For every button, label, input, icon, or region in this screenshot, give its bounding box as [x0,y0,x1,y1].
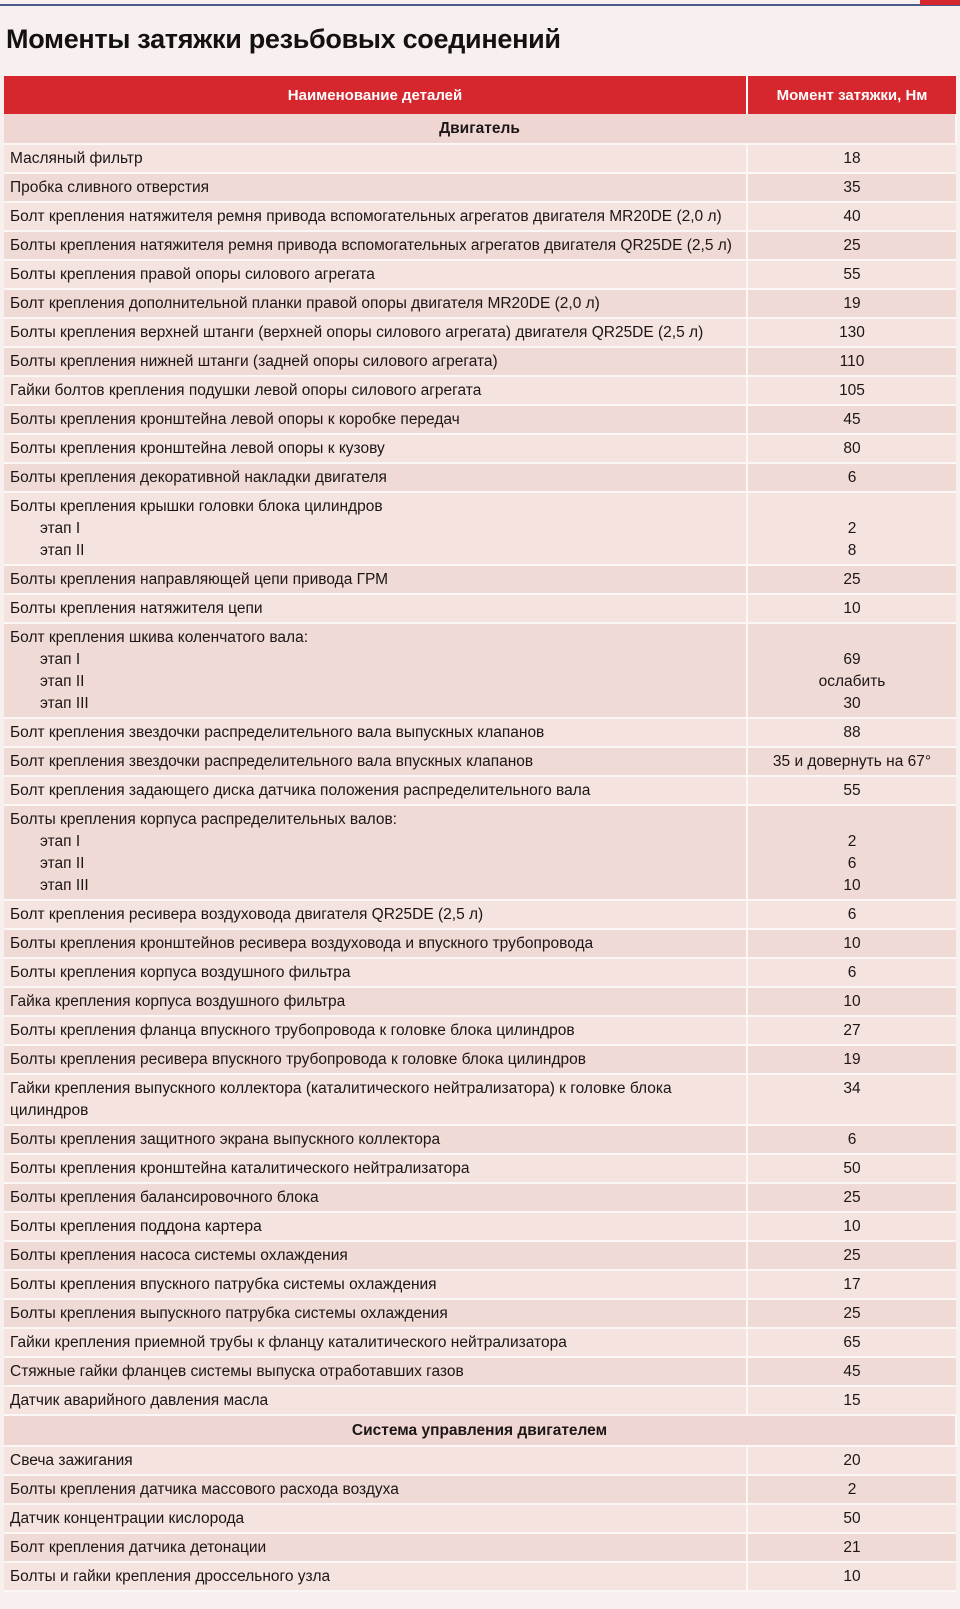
stage-label: этап II [40,673,85,690]
torque-value-cell [747,805,956,900]
part-name-cell: Гайки болтов крепления подушки левой опоры силового агрегата [4,376,747,405]
part-name: Болт крепления шкива коленчатого вала: [10,629,309,646]
torque-value-cell: 10 [747,929,956,958]
part-name: Болты крепления корпуса распределительных валов: [10,811,397,828]
torque-value-cell: 20 [747,1446,956,1475]
part-name-cell: Болты крепления поддона картера [4,1212,747,1241]
value-spacer [754,809,950,831]
table-row [4,1386,956,1415]
part-name-cell [4,623,747,718]
part-name-cell: Болты крепления кронштейнов ресивера воздуховода и впускного трубопровода [4,929,747,958]
torque-value-cell: 15 [747,1386,956,1415]
part-name-cell: Болты крепления балансировочного блока [4,1183,747,1212]
table-row [4,718,956,747]
part-name-cell: Болты крепления декоративной накладки двигателя [4,463,747,492]
torque-value-cell [747,492,956,565]
torque-value-cell: 25 [747,565,956,594]
part-name-cell [4,805,747,900]
part-name-cell: Болты крепления кронштейна каталитического нейтрализатора [4,1154,747,1183]
table-row [4,144,956,173]
table-row [4,318,956,347]
table-row [4,1045,956,1074]
part-name-cell: Масляный фильтр [4,144,747,173]
section-header-row [4,114,956,144]
top-accent-bar [920,0,960,5]
table-row [4,1074,956,1125]
part-name-cell: Болты крепления верхней штанги (верхней опоры силового агрегата) двигателя QR25DE (2,5 л) [4,318,747,347]
table-row [4,1212,956,1241]
part-name-cell: Болты крепления нижней штанги (задней опоры силового агрегата) [4,347,747,376]
part-name-cell: Гайки крепления выпускного коллектора (каталитического нейтрализатора) к головке блока цилиндров [4,1074,747,1125]
torque-value-cell: 10 [747,1562,956,1591]
table-row [4,805,956,900]
stage-value: 2 [847,520,857,537]
torque-value-cell: 50 [747,1504,956,1533]
part-name-cell: Датчик аварийного давления масла [4,1386,747,1415]
stage-value: 2 [847,833,857,850]
part-name-cell: Болты крепления правой опоры силового агрегата [4,260,747,289]
value-spacer [754,627,950,649]
torque-value-cell: 18 [747,144,956,173]
part-name-cell: Болты крепления корпуса воздушного фильтра [4,958,747,987]
stage-label: этап I [40,833,81,850]
stage-value: 6 [847,855,857,872]
part-name-cell: Болты крепления кронштейна левой опоры к коробке передач [4,405,747,434]
torque-value-cell: 50 [747,1154,956,1183]
torque-value-cell: 25 [747,1299,956,1328]
table-row [4,1183,956,1212]
table-row [4,463,956,492]
torque-value-cell: 45 [747,405,956,434]
part-name-cell: Болт крепления ресивера воздуховода двигателя QR25DE (2,5 л) [4,900,747,929]
table-row [4,173,956,202]
table-row [4,1446,956,1475]
table-row [4,434,956,463]
part-name-cell: Болты крепления натяжителя цепи [4,594,747,623]
part-name-cell: Датчик концентрации кислорода [4,1504,747,1533]
table-row [4,1125,956,1154]
stage-value: 30 [843,695,861,712]
torque-value-cell: 88 [747,718,956,747]
part-name-cell: Болты крепления впускного патрубка системы охлаждения [4,1270,747,1299]
section-title: Система управления двигателем [4,1415,956,1446]
table-row [4,1270,956,1299]
page-title: Моменты затяжки резьбовых соединений [6,24,561,54]
torque-value-cell [747,623,956,718]
section-title: Двигатель [4,114,956,144]
part-name-cell: Болты крепления фланца впускного трубопровода к головке блока цилиндров [4,1016,747,1045]
table-row [4,1357,956,1386]
stage-label: этап II [40,855,85,872]
table-row [4,1154,956,1183]
part-name-cell: Болт крепления датчика детонации [4,1533,747,1562]
torque-value-cell: 105 [747,376,956,405]
part-name-cell: Болты крепления ресивера впускного трубопровода к головке блока цилиндров [4,1045,747,1074]
value-spacer [754,496,950,518]
part-name-cell: Болты крепления кронштейна левой опоры к кузову [4,434,747,463]
part-name-cell: Болт крепления задающего диска датчика положения распределительного вала [4,776,747,805]
part-name-cell: Болт крепления звездочки распределительного вала выпускных клапанов [4,718,747,747]
torque-value-cell: 25 [747,1183,956,1212]
part-name-cell: Болты крепления датчика массового расхода воздуха [4,1475,747,1504]
stage-value: 8 [847,542,857,559]
torque-value-cell: 55 [747,260,956,289]
part-name-cell: Болт крепления дополнительной планки правой опоры двигателя MR20DE (2,0 л) [4,289,747,318]
table-row [4,565,956,594]
table-row [4,958,956,987]
torque-value-cell: 10 [747,594,956,623]
table-row [4,347,956,376]
table-row [4,623,956,718]
table-row [4,1328,956,1357]
table-row [4,1562,956,1591]
part-name-cell: Болты крепления насоса системы охлаждения [4,1241,747,1270]
table-row [4,1016,956,1045]
table-body [4,114,956,1591]
torque-table [4,76,957,1592]
table-row [4,405,956,434]
torque-value-cell: 6 [747,958,956,987]
table-header-row [4,76,956,114]
torque-value-cell: 80 [747,434,956,463]
table-row [4,202,956,231]
torque-value-cell: 19 [747,1045,956,1074]
stage-label: этап II [40,542,85,559]
table-row [4,231,956,260]
torque-value-cell: 45 [747,1357,956,1386]
part-name-cell: Болт крепления натяжителя ремня привода вспомогательных агрегатов двигателя MR20DE (2,0 л) [4,202,747,231]
part-name-cell: Болты и гайки крепления дроссельного узла [4,1562,747,1591]
part-name-cell: Болты крепления направляющей цепи привода ГРМ [4,565,747,594]
torque-value-cell: 2 [747,1475,956,1504]
torque-value-cell: 6 [747,900,956,929]
table-row [4,1475,956,1504]
part-name-cell: Гайки крепления приемной трубы к фланцу каталитического нейтрализатора [4,1328,747,1357]
part-name: Болты крепления крышки головки блока цилиндров [10,498,383,515]
table-row [4,260,956,289]
part-name-cell: Пробка сливного отверстия [4,173,747,202]
stage-value: 69 [843,651,861,668]
torque-value-cell: 6 [747,1125,956,1154]
table-row [4,900,956,929]
torque-value-cell: 34 [747,1074,956,1125]
stage-label: этап III [40,877,89,894]
torque-value-cell: 110 [747,347,956,376]
torque-value-cell: 35 [747,173,956,202]
torque-value-cell: 25 [747,231,956,260]
part-name-cell [4,492,747,565]
table-row [4,1241,956,1270]
top-rule [0,4,960,6]
torque-value-cell: 55 [747,776,956,805]
table-row [4,594,956,623]
torque-value-cell: 10 [747,1212,956,1241]
stage-value: 10 [843,877,861,894]
column-header-part-name: Наименование деталей [4,76,747,114]
torque-value-cell: 35 и довернуть на 67° [747,747,956,776]
torque-value-cell: 21 [747,1533,956,1562]
stage-label: этап I [40,651,81,668]
torque-value-cell: 130 [747,318,956,347]
table-row [4,1299,956,1328]
part-name-cell: Болты крепления защитного экрана выпускного коллектора [4,1125,747,1154]
part-name-cell: Болты крепления выпускного патрубка системы охлаждения [4,1299,747,1328]
table-row [4,289,956,318]
stage-label: этап III [40,695,89,712]
part-name-cell: Болт крепления звездочки распределительного вала впускных клапанов [4,747,747,776]
table-row [4,1504,956,1533]
torque-value-cell: 19 [747,289,956,318]
part-name-cell: Гайка крепления корпуса воздушного фильтра [4,987,747,1016]
stage-label: этап I [40,520,81,537]
table-row [4,1533,956,1562]
table-row [4,747,956,776]
part-name-cell: Болты крепления натяжителя ремня привода вспомогательных агрегатов двигателя QR25DE (2,5 л) [4,231,747,260]
torque-value-cell: 25 [747,1241,956,1270]
stage-value: ослабить [818,673,886,690]
torque-value-cell: 65 [747,1328,956,1357]
part-name-cell: Свеча зажигания [4,1446,747,1475]
torque-value-cell: 17 [747,1270,956,1299]
table-row [4,776,956,805]
section-header-row [4,1415,956,1446]
table-row [4,492,956,565]
part-name-cell: Стяжные гайки фланцев системы выпуска отработавших газов [4,1357,747,1386]
torque-value-cell: 40 [747,202,956,231]
table-row [4,987,956,1016]
table-row [4,376,956,405]
torque-value-cell: 10 [747,987,956,1016]
torque-value-cell: 6 [747,463,956,492]
torque-value-cell: 27 [747,1016,956,1045]
table-row [4,929,956,958]
column-header-torque: Момент затяжки, Нм [747,76,956,114]
